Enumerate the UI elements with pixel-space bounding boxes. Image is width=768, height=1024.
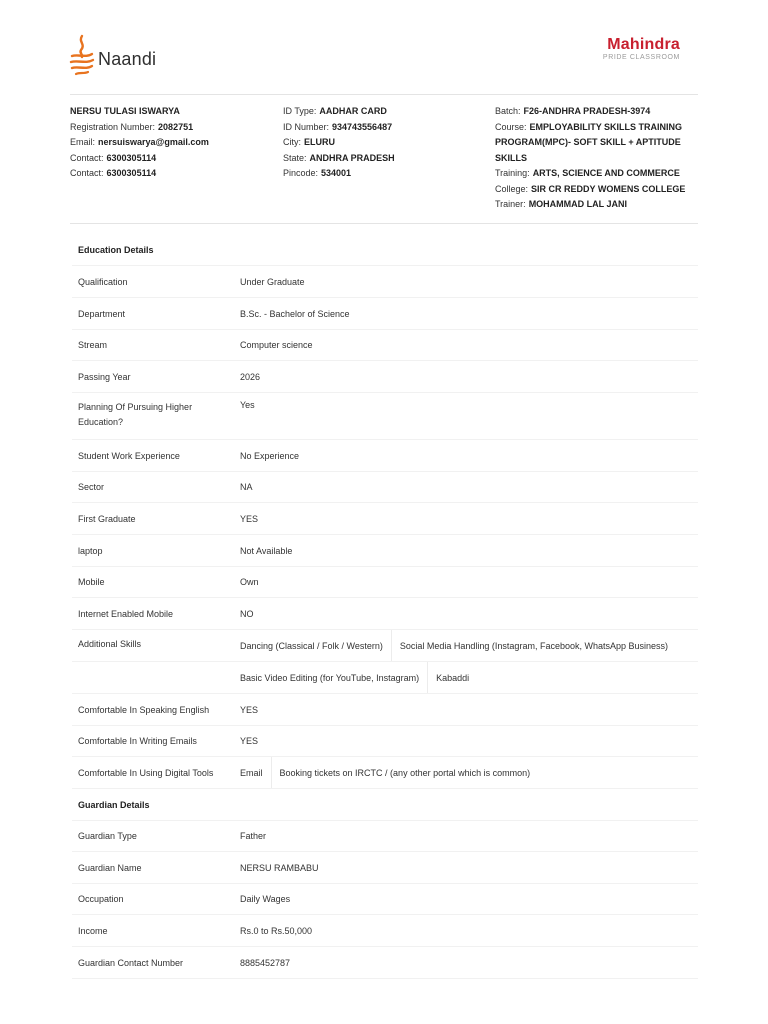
row-label: Department — [78, 308, 126, 319]
row-value: YES — [240, 736, 259, 746]
batch-label: Batch: — [495, 106, 521, 116]
table-row — [72, 535, 698, 567]
id-number-label: ID Number: — [283, 121, 330, 132]
table-row — [72, 884, 698, 915]
row-value: NERSU RAMBABU — [240, 862, 319, 873]
contact2-value: 6300305114 — [106, 168, 157, 178]
additional-skills-row-cont — [72, 662, 698, 694]
registration-line — [70, 120, 209, 136]
table-row — [72, 330, 698, 361]
id-number-value: 934743556487 — [332, 121, 393, 132]
id-number-line — [283, 120, 395, 136]
row-label: Guardian Name — [78, 862, 142, 873]
header-divider — [70, 94, 698, 95]
row-value: Under Graduate — [240, 276, 305, 287]
skill-chip: Social Media Handling (Instagram, Facebook, WhatsApp Business) — [399, 640, 669, 651]
pincode-value: 534001 — [321, 168, 352, 178]
contact-value: 6300305114 — [106, 152, 157, 163]
additional-skills-row — [72, 630, 698, 662]
row-value: Computer science — [240, 340, 313, 350]
table-row — [72, 694, 698, 726]
batch-value: F26-ANDHRA PRADESH-3974 — [523, 106, 651, 116]
table-row — [72, 361, 698, 393]
section-title: Guardian Details — [78, 799, 150, 810]
table-row — [72, 915, 698, 947]
digital-tools-row — [72, 757, 698, 789]
contact2-label: Contact: — [70, 168, 104, 178]
pincode-line — [283, 166, 395, 182]
row-value: Daily Wages — [240, 894, 291, 904]
row-label: Passing Year — [78, 371, 131, 382]
row-label: Student Work Experience — [78, 450, 180, 461]
education-section-header — [72, 234, 698, 266]
email-label: Email: — [70, 137, 96, 147]
row-label-line2: Education? — [78, 417, 124, 427]
table-row — [72, 852, 698, 884]
details-table — [72, 234, 698, 979]
table-row — [72, 472, 698, 503]
contact-line — [70, 151, 209, 167]
training-line — [495, 166, 700, 182]
row-label: Sector — [78, 482, 105, 492]
registration-label: Registration Number: — [70, 121, 156, 132]
row-value: YES — [240, 513, 259, 524]
row-label: Comfortable In Speaking English — [78, 704, 210, 715]
row-label: Comfortable In Writing Emails — [78, 736, 197, 746]
course-value-line2: PROGRAM(MPC)- SOFT SKILL + APTITUDE — [495, 137, 681, 147]
college-value: SIR CR REDDY WOMENS COLLEGE — [531, 183, 686, 194]
id-type-label: ID Type: — [283, 106, 317, 116]
row-label: Comfortable In Using Digital Tools — [78, 767, 214, 778]
row-label: laptop — [78, 545, 103, 556]
training-label: Training: — [495, 168, 530, 178]
profile-column-identity — [283, 104, 395, 182]
mahindra-logo-subtext: PRIDE CLASSROOM — [602, 54, 680, 61]
row-label: Guardian Contact Number — [78, 957, 184, 968]
email-line — [70, 135, 209, 151]
trainer-label: Trainer: — [495, 199, 526, 209]
city-line — [283, 135, 395, 151]
table-row — [72, 598, 698, 630]
table-row — [72, 393, 698, 440]
state-line — [283, 151, 395, 167]
table-row — [72, 440, 698, 472]
email-value: nersuiswarya@gmail.com — [98, 137, 209, 147]
row-label: Guardian Type — [78, 831, 137, 841]
contact2-line — [70, 166, 209, 182]
table-row — [72, 567, 698, 598]
row-label: Internet Enabled Mobile — [78, 608, 174, 619]
contact-label: Contact: — [70, 152, 104, 163]
row-value: Yes — [240, 400, 255, 410]
row-label: Mobile — [78, 577, 105, 587]
course-line — [495, 120, 700, 136]
trainer-value: MOHAMMAD LAL JANI — [528, 199, 628, 209]
mahindra-logo-text: Mahindra — [607, 36, 680, 53]
naandi-logo — [68, 34, 156, 78]
row-value: NA — [240, 482, 253, 492]
naandi-flame-icon — [68, 34, 96, 78]
section-title: Education Details — [78, 244, 154, 255]
row-label: First Graduate — [78, 513, 136, 524]
training-value: ARTS, SCIENCE AND COMMERCE — [532, 168, 680, 178]
table-row — [72, 266, 698, 298]
college-line — [495, 182, 700, 198]
row-value: Rs.0 to Rs.50,000 — [240, 925, 313, 936]
id-type-value: AADHAR CARD — [319, 106, 387, 116]
table-row — [72, 298, 698, 330]
course-label: Course: — [495, 121, 527, 132]
id-type-line — [283, 104, 395, 120]
table-row — [72, 503, 698, 535]
row-label: Occupation — [78, 894, 124, 904]
profile-block — [70, 104, 698, 214]
table-row — [72, 821, 698, 852]
row-value: YES — [240, 704, 259, 715]
row-value: Not Available — [240, 545, 293, 556]
row-value: 2026 — [240, 371, 261, 382]
course-value-line1: EMPLOYABILITY SKILLS TRAINING — [529, 121, 683, 132]
row-value: B.Sc. - Bachelor of Science — [240, 308, 350, 319]
trainer-line — [495, 197, 700, 213]
row-label — [72, 393, 234, 439]
profile-column-personal — [70, 104, 209, 182]
skill-chip: Dancing (Classical / Folk / Western) — [234, 630, 392, 661]
guardian-section-header — [72, 789, 698, 821]
registration-value: 2082751 — [158, 121, 194, 132]
course-continuation-1 — [495, 135, 700, 151]
city-label: City: — [283, 137, 301, 147]
row-label: Income — [78, 925, 108, 936]
college-label: College: — [495, 183, 529, 194]
table-row — [72, 726, 698, 757]
profile-divider — [70, 223, 698, 224]
city-value: ELURU — [304, 137, 335, 147]
row-label-line1: Planning Of Pursuing Higher — [78, 402, 193, 412]
pincode-label: Pincode: — [283, 168, 319, 178]
course-continuation-2 — [495, 151, 700, 167]
row-value: NO — [240, 608, 254, 619]
state-value: ANDHRA PRADESH — [309, 152, 395, 163]
row-value: Own — [240, 577, 259, 587]
row-label: Additional Skills — [78, 639, 142, 649]
row-label: Stream — [78, 340, 108, 350]
row-value: No Experience — [240, 450, 300, 461]
course-value-line3: SKILLS — [495, 152, 528, 163]
tool-chip: Email — [234, 757, 272, 788]
naandi-logo-text: Naandi — [98, 48, 157, 69]
batch-line — [495, 104, 700, 120]
row-value: Father — [240, 831, 267, 841]
skill-chip: Kabaddi — [436, 672, 470, 683]
mahindra-logo — [603, 36, 680, 62]
student-name: NERSU TULASI ISWARYA — [70, 106, 180, 116]
skill-chip: Basic Video Editing (for YouTube, Instagram) — [234, 662, 428, 693]
table-row — [72, 947, 698, 979]
tool-chip: Booking tickets on IRCTC / (any other portal which is common) — [279, 767, 531, 778]
state-label: State: — [283, 152, 307, 163]
profile-column-program — [495, 104, 700, 213]
row-label: Qualification — [78, 276, 128, 287]
row-value: 8885452787 — [240, 957, 291, 968]
